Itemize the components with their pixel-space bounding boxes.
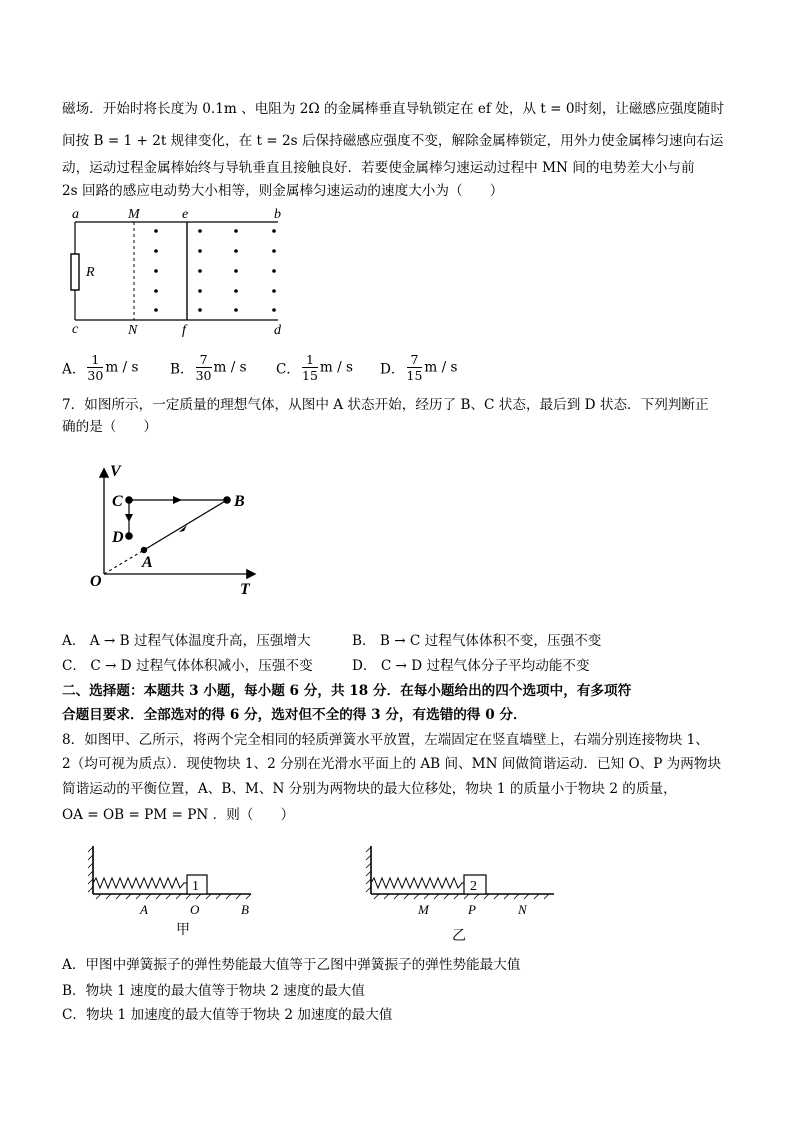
q7-option-d: D． C → D 过程气体分子平均动能不变 [352, 658, 590, 674]
label-c: c [72, 322, 79, 337]
point-d-label: D [112, 529, 124, 546]
section-2-heading-line-1: 二、选择题：本题共 3 小题，每小题 6 分，共 18 分．在每小题给出的四个选项中，有多项符 [62, 683, 632, 699]
point-a-label: A [142, 554, 153, 571]
q7-option-c: C． C → D 过程气体体积减小，压强不变 [62, 658, 313, 674]
q8-line-4: OA = OB = PM = PN ．则（ ） [62, 807, 295, 823]
label-f: f [182, 323, 186, 338]
q6-option-b: B． $\frac{7}{30}$ m / s [170, 352, 247, 383]
q8-line-2: 2（均可视为质点）．现使物块 1、2 分别在光滑水平面上的 AB 间、MN 间做简谐运动．已知 O、P 为两物块 [62, 756, 722, 772]
q6-option-c: C． $\frac{1}{15}$ m / s [276, 352, 353, 383]
q8-figure-jia [86, 842, 286, 938]
q8-figure-yi [364, 842, 564, 946]
q7-option-b: B． B → C 过程气体体积不变，压强不变 [352, 633, 602, 649]
section-2-heading-line-2: 合题目要求．全部选对的得 6 分，选对但不全的得 3 分，有选错的得 0 分． [62, 707, 527, 723]
label-e: e [182, 207, 189, 222]
resistor [71, 254, 79, 290]
label-N: N [518, 902, 527, 917]
label-A: A [140, 902, 148, 917]
point-b-label: B [234, 493, 245, 510]
origin-label: O [90, 573, 102, 590]
label-B: B [241, 902, 249, 917]
q6-line-2: 间按 B = 1 + 2t 规律变化，在 t = 2s 后保持磁感应强度不变，解除金属棒锁定，用外力使金属棒匀速向右运 [62, 133, 724, 149]
q6-line-4: 2s 回路的感应电动势大小相等，则金属棒匀速运动的速度大小为（ ） [62, 183, 504, 199]
label-M: M [418, 902, 429, 917]
axis-v-label: V [110, 463, 121, 480]
path-a-b [144, 500, 227, 550]
q8-option-c: C．物块 1 加速度的最大值等于物块 2 加速度的最大值 [62, 1007, 393, 1023]
label-M: M [128, 207, 140, 222]
label-a: a [72, 207, 79, 222]
q8-line-1: 8．如图甲、乙所示，将两个完全相同的轻质弹簧水平放置，左端固定在竖直墙壁上，右端分别连接物块 1、 [62, 732, 709, 748]
q7-line-1: 7．如图所示，一定质量的理想气体，从图中 A 状态开始，经历了 B、C 状态，最后到 D 状态．下列判断正 [62, 397, 709, 413]
svg-text:1: 1 [192, 879, 199, 894]
q7-option-a: A． A → B 过程气体温度升高，压强增大 [62, 633, 311, 649]
q7-vt-graph [86, 462, 266, 598]
caption-jia: 甲 [176, 923, 190, 938]
label-R: R [86, 265, 95, 280]
q6-option-a: A． $\frac{1}{30}$ m / s [62, 352, 139, 383]
spring-1 [93, 878, 187, 888]
point-c-label: C [112, 493, 123, 510]
label-d: d [274, 323, 281, 338]
q8-option-a: A．甲图中弹簧振子的弹性势能最大值等于乙图中弹簧振子的弹性势能最大值 [62, 957, 521, 973]
q6-line-3: 动，运动过程金属棒始终与导轨垂直且接触良好．若要使金属棒匀速运动过程中 MN 间的电势差大小与前 [62, 160, 695, 176]
q7-line-2: 确的是（ ） [62, 419, 158, 435]
label-O: O [190, 902, 200, 917]
field-dots [154, 229, 276, 312]
q8-line-3: 简谐运动的平衡位置，A、B、M、N 分别为两物块的最大位移处，物块 1 的质量小于物块 2 的质量， [62, 781, 677, 797]
spring-2 [371, 878, 464, 888]
q6-option-d: D． $\frac{7}{15}$ m / s [380, 352, 458, 383]
label-b: b [274, 207, 281, 222]
label-N: N [128, 323, 138, 338]
label-P: P [468, 902, 476, 917]
q8-option-b: B．物块 1 速度的最大值等于物块 2 速度的最大值 [62, 983, 365, 999]
q6-line-1: 磁场．开始时将长度为 0.1m 、电阻为 2Ω 的金属棒垂直导轨锁定在 ef 处，从 t = 0时刻，让磁感应强度随时 [62, 101, 725, 117]
axis-t-label: T [240, 581, 250, 598]
caption-yi: 乙 [452, 929, 466, 944]
q6-circuit-figure [66, 206, 296, 340]
svg-text:2: 2 [470, 879, 477, 894]
